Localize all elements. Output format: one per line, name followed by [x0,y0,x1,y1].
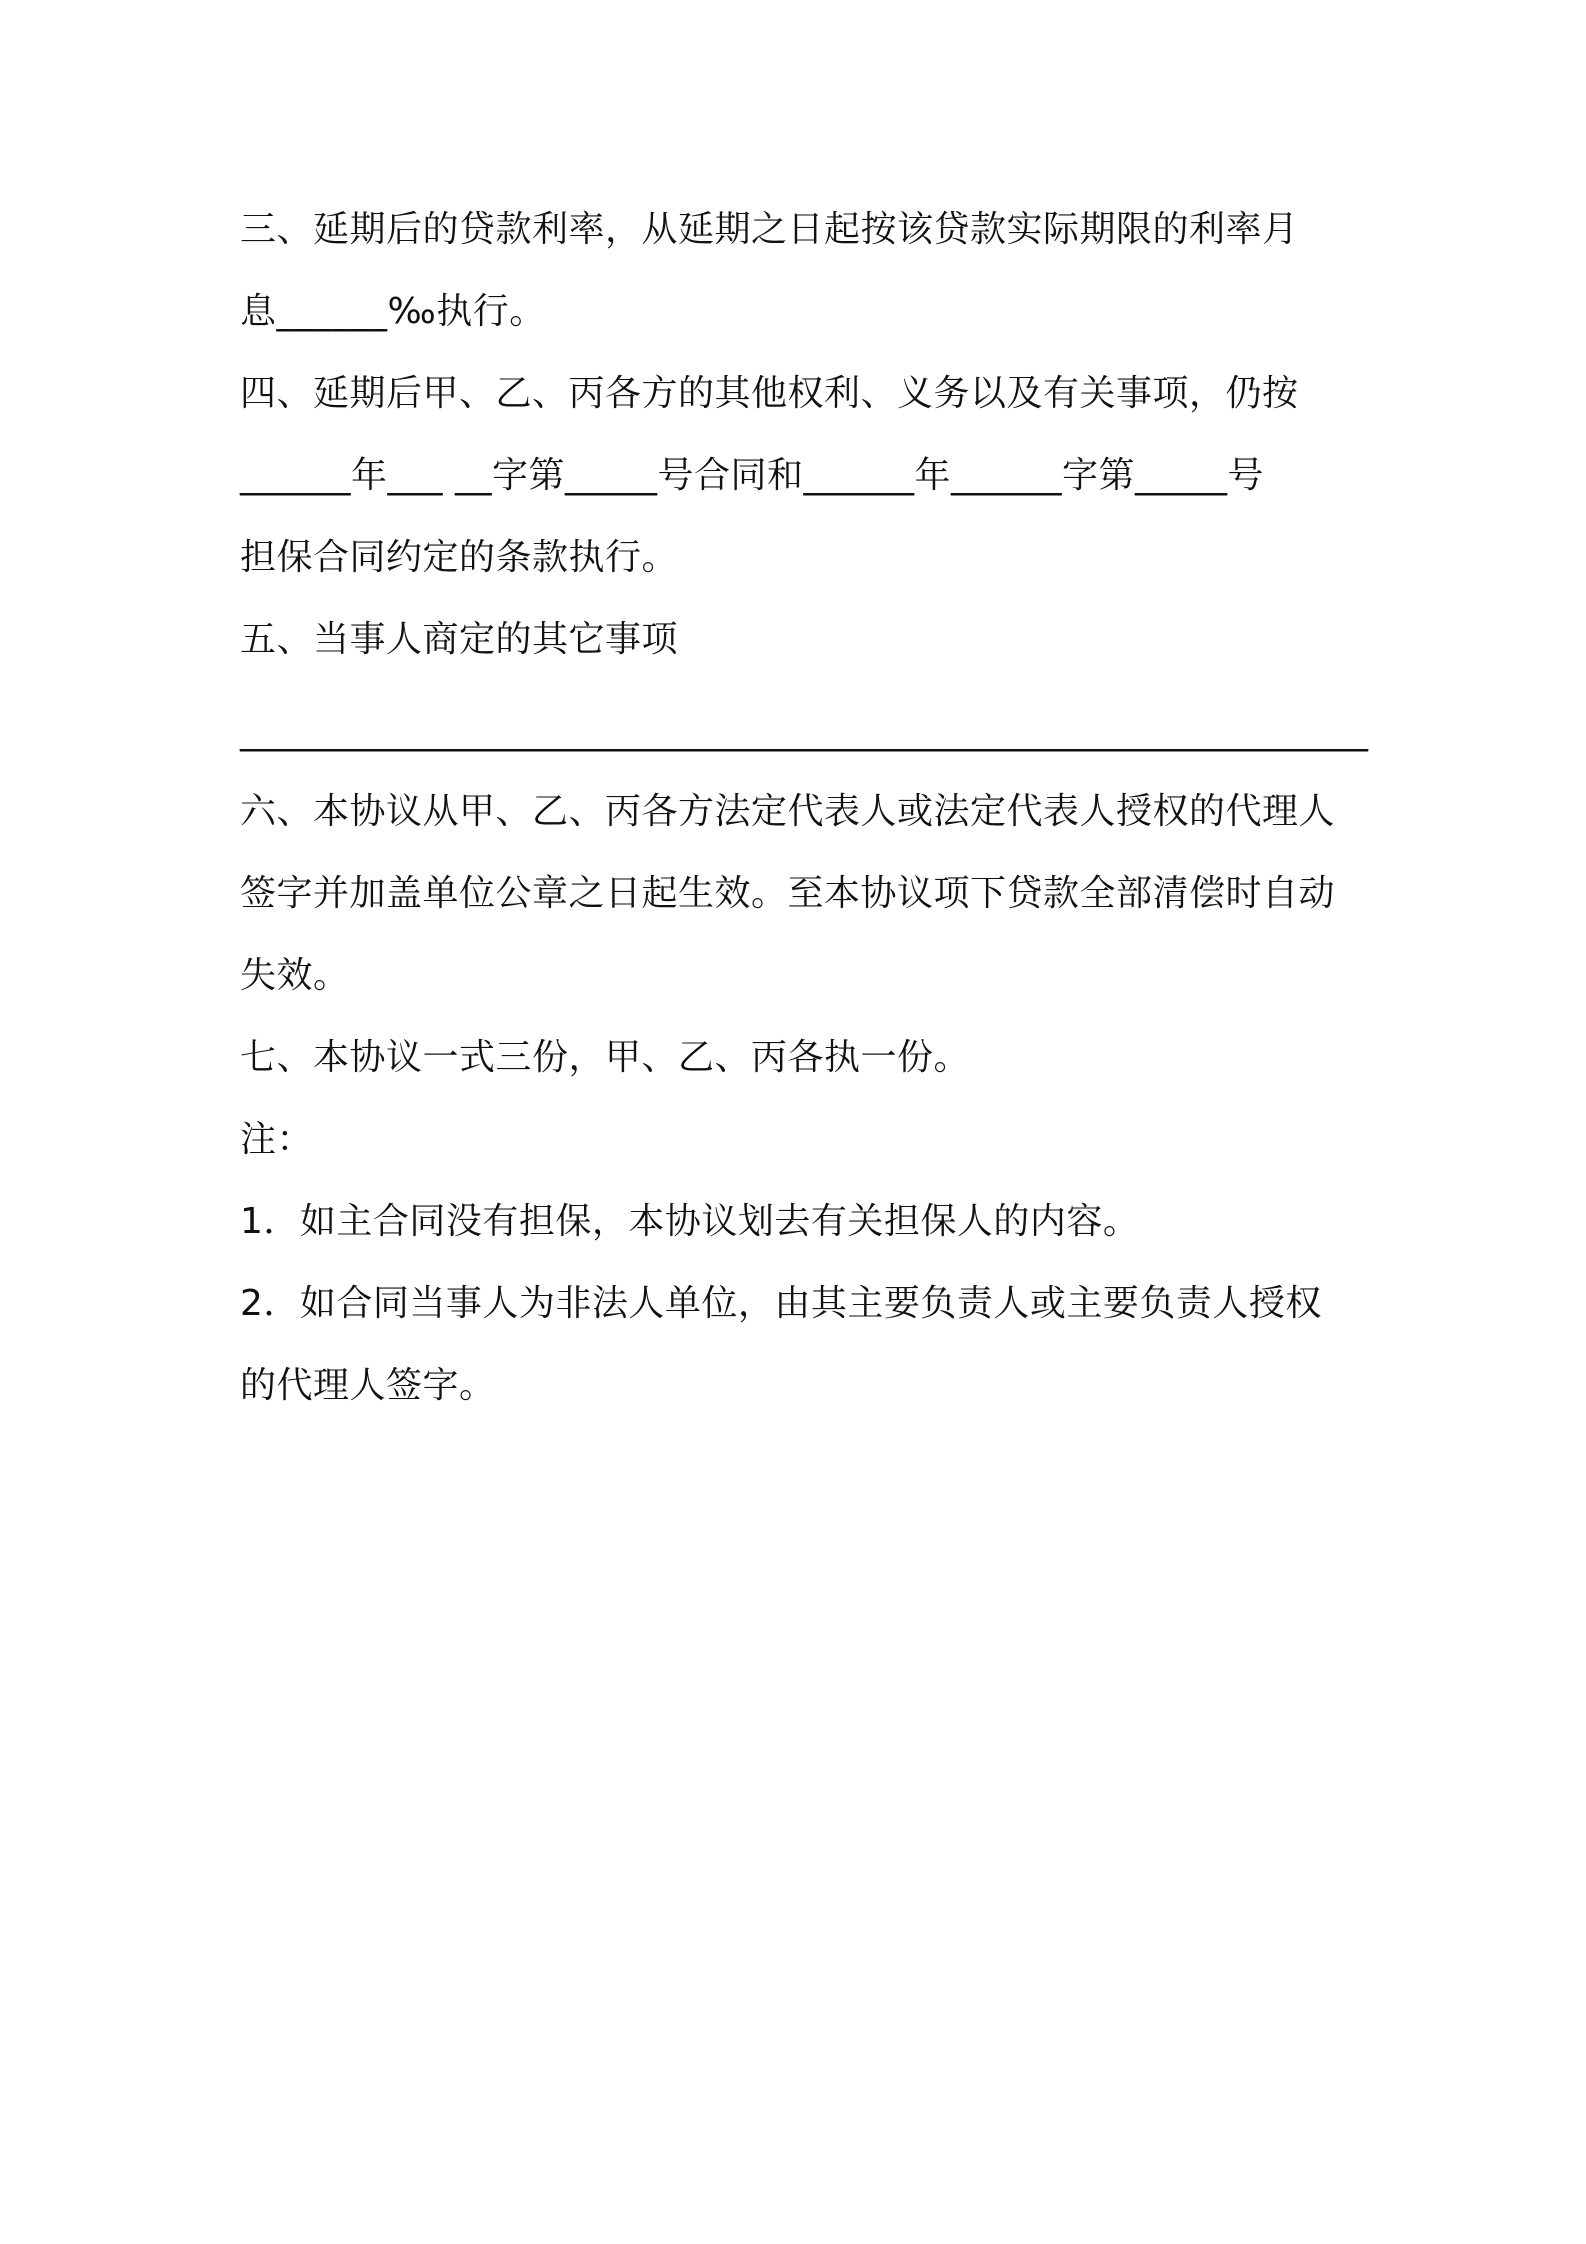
clause-4-line-3: 担保合同约定的条款执行。 [240,537,679,578]
clause-6-line-1: 六、本协议从甲、乙、丙各方法定代表人或法定代表人授权的代理人 [240,791,1336,832]
clause-4-line-1: 四、延期后甲、乙、丙各方的其他权利、义务以及有关事项，仍按 [240,373,1299,414]
note-2-line-2: 的代理人签字。 [240,1365,496,1406]
clause-3-line-1: 三、延期后的贷款利率，从延期之日起按该贷款实际期限的利率月 [240,209,1299,250]
clause-6-line-3: 失效。 [240,955,350,996]
clause-5-blank-line: _____________________________________________________________ [240,711,1369,752]
clause-5-line-1: 五、当事人商定的其它事项 [240,619,679,660]
clause-3-line-2: 息______‰执行。 [240,291,546,332]
note-2-line-1: 2．如合同当事人为非法人单位，由其主要负责人或主要负责人授权 [240,1283,1322,1324]
note-heading: 注： [240,1119,314,1160]
clause-7-line-1: 七、本协议一式三份，甲、乙、丙各执一份。 [240,1037,971,1078]
clause-4-line-2: ______年___ __字第_____号合同和______年______字第_____号 [240,455,1264,496]
note-1: 1．如主合同没有担保，本协议划去有关担保人的内容。 [240,1201,1140,1242]
clause-6-line-2: 签字并加盖单位公章之日起生效。至本协议项下贷款全部清偿时自动 [240,873,1336,914]
